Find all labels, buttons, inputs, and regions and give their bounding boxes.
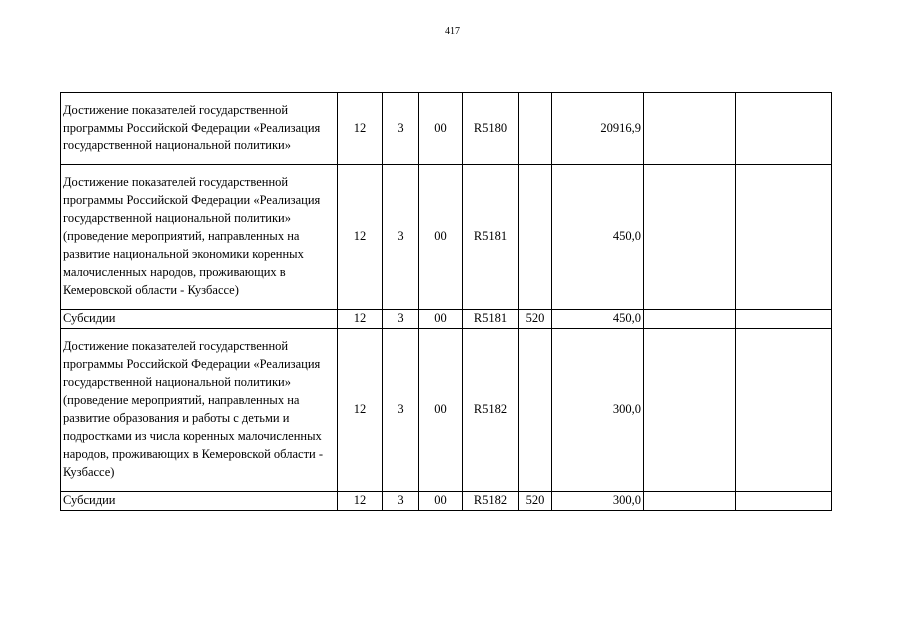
direction-code: R5180 [463,93,519,165]
table-row [61,329,832,492]
subsection-code: 3 [383,310,419,329]
row-name: Субсидии [61,492,338,511]
row-name: Достижение показателей государственной программы Российской Федерации «Реализация государственной национальной политики» (проведение мероприятий, направленных на развитие национальной экономики коренных малочисленных народов, проживающих в Кемеровской области - Кузбассе) [61,165,338,310]
amount-cell: 20916,9 [552,93,644,165]
amount-cell-3 [736,93,832,165]
section-code: 12 [338,329,383,492]
row-name: Субсидии [61,310,338,329]
section-code: 12 [338,165,383,310]
amount-cell: 450,0 [552,310,644,329]
main-event-code: 00 [419,93,463,165]
table-row [61,310,832,329]
table-row [61,492,832,511]
expense-type-code [519,329,552,492]
table-row [61,93,832,165]
expense-type-code [519,93,552,165]
direction-code: R5182 [463,492,519,511]
budget-table [60,92,832,511]
main-event-code: 00 [419,492,463,511]
amount-cell-3 [736,329,832,492]
amount-cell-3 [736,492,832,511]
expense-type-code: 520 [519,310,552,329]
row-name: Достижение показателей государственной программы Российской Федерации «Реализация государственной национальной политики» (проведение мероприятий, направленных на развитие образования и работы с детьми и подростками из числа коренных малочисленных народов, проживающих в Кемеровской области - Кузбассе) [61,329,338,492]
main-event-code: 00 [419,329,463,492]
amount-cell: 300,0 [552,329,644,492]
amount-cell-2 [644,329,736,492]
amount-cell-2 [644,165,736,310]
amount-cell-2 [644,93,736,165]
section-code: 12 [338,310,383,329]
page-number: 417 [445,26,460,37]
subsection-code: 3 [383,329,419,492]
table-row [61,165,832,310]
amount-cell: 300,0 [552,492,644,511]
amount-cell-2 [644,492,736,511]
direction-code: R5181 [463,165,519,310]
direction-code: R5181 [463,310,519,329]
subsection-code: 3 [383,165,419,310]
direction-code: R5182 [463,329,519,492]
subsection-code: 3 [383,492,419,511]
amount-cell-2 [644,310,736,329]
main-event-code: 00 [419,165,463,310]
main-event-code: 00 [419,310,463,329]
expense-type-code: 520 [519,492,552,511]
row-name: Достижение показателей государственной программы Российской Федерации «Реализация государственной национальной политики» [61,93,338,165]
amount-cell-3 [736,310,832,329]
amount-cell-3 [736,165,832,310]
section-code: 12 [338,93,383,165]
section-code: 12 [338,492,383,511]
subsection-code: 3 [383,93,419,165]
amount-cell: 450,0 [552,165,644,310]
expense-type-code [519,165,552,310]
